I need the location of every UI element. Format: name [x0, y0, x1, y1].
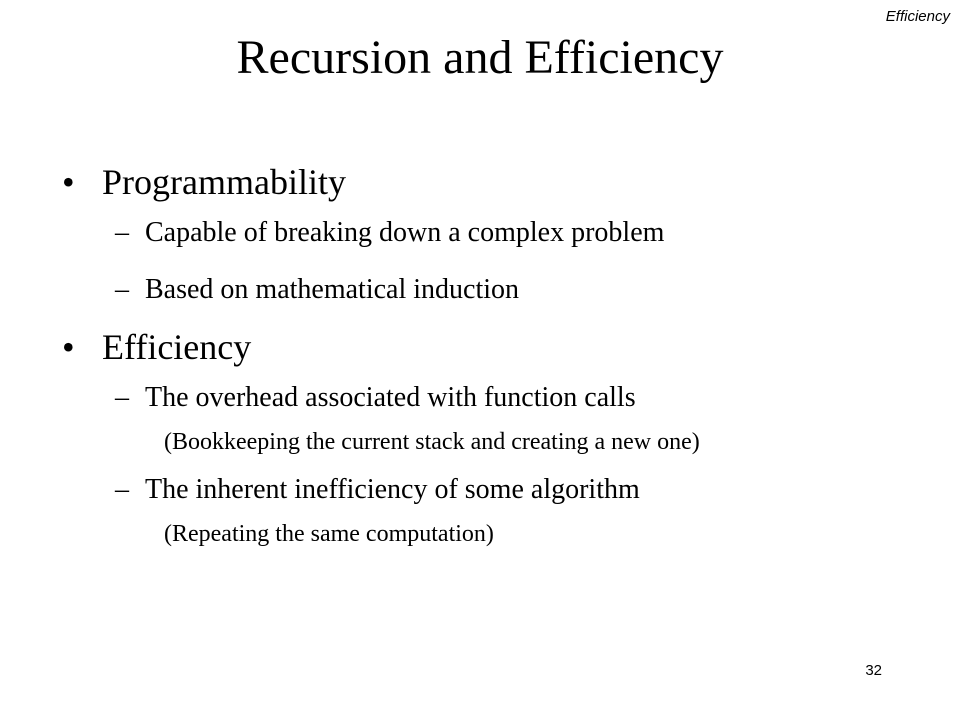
- subitem-note-bookkeeping: (Bookkeeping the current stack and creating a new one): [164, 429, 700, 455]
- subitem-note-repeating: (Repeating the same computation): [164, 521, 494, 547]
- subitem-text: Based on mathematical induction: [145, 274, 520, 305]
- subitem-text: The overhead associated with function calls: [145, 382, 636, 413]
- subitem-text: The inherent inefficiency of some algorithm: [145, 474, 640, 505]
- subitem-text: Capable of breaking down a complex problem: [145, 217, 665, 248]
- bullet-label: Efficiency: [102, 327, 252, 367]
- bullet-efficiency: [0, 327, 960, 367]
- subitem-breaking-down: [0, 216, 960, 250]
- dash-icon: –: [115, 382, 129, 413]
- slide-title: Recursion and Efficiency: [236, 31, 724, 84]
- page-number: 32: [865, 662, 882, 679]
- bullet-label: Programmability: [102, 162, 346, 202]
- subitem-overhead: [0, 381, 960, 415]
- bullet-dot-icon: •: [62, 162, 75, 202]
- dash-icon: –: [115, 474, 129, 505]
- dash-icon: –: [115, 217, 129, 248]
- subitem-inefficiency: [0, 473, 960, 507]
- dash-icon: –: [115, 274, 129, 305]
- subitem-induction: [0, 273, 960, 307]
- slide-content: [0, 162, 960, 549]
- bullet-programmability: [0, 162, 960, 202]
- bullet-dot-icon: •: [62, 327, 75, 367]
- section-tag: Efficiency: [885, 8, 950, 25]
